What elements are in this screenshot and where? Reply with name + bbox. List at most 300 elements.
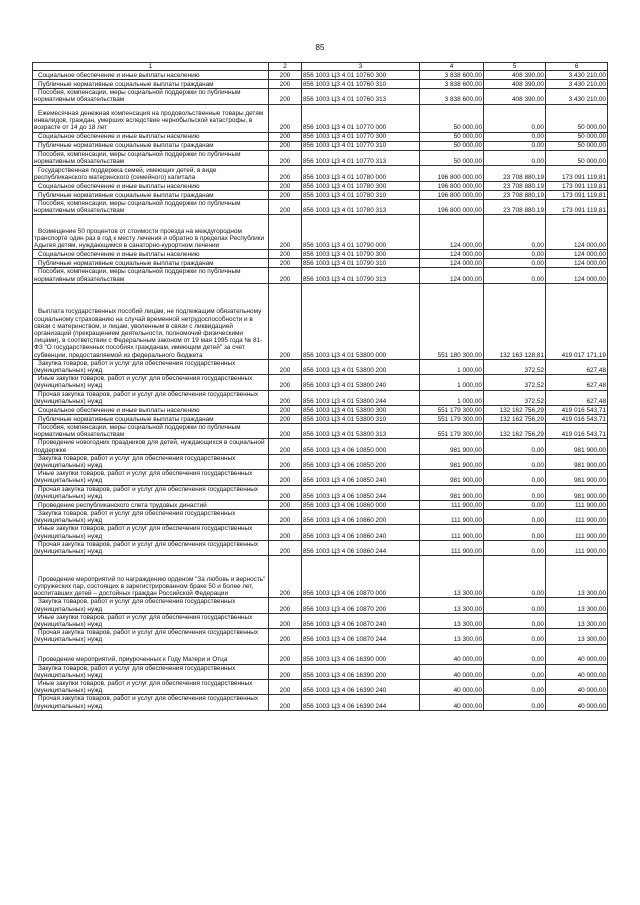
row-name-text: Проведение новогодних праздников для детей, нуждающихся в социальной поддержке xyxy=(34,439,265,454)
row-name xyxy=(33,191,269,200)
row-col5-value: 132 162 756,29 xyxy=(484,415,546,424)
row-col6-value: 419 016 543,71 xyxy=(546,424,608,439)
row-name xyxy=(33,259,269,268)
row-col4-value: 3 838 600,00 xyxy=(420,71,484,80)
row-code: 200 xyxy=(269,104,302,132)
row-classification: 856 1003 ЦЗ 4 06 10860 240 xyxy=(302,525,420,540)
row-col6-value: 50 000,00 xyxy=(546,104,608,132)
table-row xyxy=(33,485,608,500)
row-code: 200 xyxy=(269,259,302,268)
row-col5-value: 132 162 756,29 xyxy=(484,406,546,415)
row-name-text: Социальное обеспечение и иные выплаты населению xyxy=(38,182,200,190)
row-col6-value: 50 000,00 xyxy=(546,132,608,141)
row-col4-value: 981 900,00 xyxy=(420,470,484,485)
table-row xyxy=(33,80,608,89)
row-col5-value: 372,52 xyxy=(484,375,546,390)
row-col4-value: 50 000,00 xyxy=(420,141,484,150)
table-row xyxy=(33,406,608,415)
row-name-text: Прочая закупка товаров, работ и услуг для обеспечения государственных (муниципальных) нужд xyxy=(34,390,259,405)
row-col5-value: 0,00 xyxy=(484,556,546,598)
row-name xyxy=(33,679,269,694)
row-name-text: Иные закупки товаров, работ и услуг для обеспечения государственных (муниципальных) нужд xyxy=(34,613,253,628)
row-name-text: Социальное обеспечение и иные выплаты населению xyxy=(38,133,200,141)
row-code: 200 xyxy=(269,200,302,215)
row-col5-value: 0,00 xyxy=(484,268,546,283)
row-name-text: Пособия, компенсации, меры социальной поддержки по публичным нормативным обязательствам xyxy=(34,150,241,165)
row-name xyxy=(33,215,269,250)
row-col5-value: 0,00 xyxy=(484,629,546,644)
table-row xyxy=(33,679,608,694)
row-col5-value: 0,00 xyxy=(484,259,546,268)
row-name xyxy=(33,556,269,598)
table-row xyxy=(33,104,608,132)
row-col6-value: 419 016 543,71 xyxy=(546,415,608,424)
row-name-text: Пособия, компенсации, меры социальной поддержки по публичным нормативным обязательствам xyxy=(34,89,241,104)
row-code: 200 xyxy=(269,250,302,259)
row-col4-value: 40 000,00 xyxy=(420,679,484,694)
row-name xyxy=(33,664,269,679)
row-col6-value: 13 300,00 xyxy=(546,629,608,644)
row-classification: 856 1003 ЦЗ 4 06 16390 000 xyxy=(302,644,420,664)
row-classification: 856 1003 ЦЗ 4 06 16390 200 xyxy=(302,664,420,679)
row-col5-value: 0,00 xyxy=(484,454,546,469)
row-code: 200 xyxy=(269,191,302,200)
row-classification: 856 1003 ЦЗ 4 01 10780 310 xyxy=(302,191,420,200)
row-col6-value: 981 900,00 xyxy=(546,454,608,469)
row-col6-value: 124 000,00 xyxy=(546,215,608,250)
row-col5-value: 372,52 xyxy=(484,359,546,374)
table-row xyxy=(33,132,608,141)
row-code: 200 xyxy=(269,166,302,182)
row-code: 200 xyxy=(269,268,302,283)
row-col6-value: 40 000,00 xyxy=(546,695,608,710)
row-classification: 856 1003 ЦЗ 4 01 53800 313 xyxy=(302,424,420,439)
row-name xyxy=(33,104,269,132)
row-col4-value: 1 000,00 xyxy=(420,390,484,405)
row-col6-value: 40 000,00 xyxy=(546,664,608,679)
row-classification: 856 1003 ЦЗ 4 01 10790 300 xyxy=(302,250,420,259)
row-col6-value: 50 000,00 xyxy=(546,150,608,165)
row-name-text: Прочая закупка товаров, работ и услуг для обеспечения государственных (муниципальных) нужд xyxy=(34,629,259,644)
row-name xyxy=(33,629,269,644)
row-col4-value: 124 000,00 xyxy=(420,250,484,259)
row-name-text: Прочая закупка товаров, работ и услуг для обеспечения государственных (муниципальных) нужд xyxy=(34,485,259,500)
table-body xyxy=(33,71,608,711)
table-row xyxy=(33,470,608,485)
row-col6-value: 13 300,00 xyxy=(546,556,608,598)
table-row xyxy=(33,525,608,540)
row-col4-value: 40 000,00 xyxy=(420,644,484,664)
table-row xyxy=(33,454,608,469)
table-row xyxy=(33,359,608,374)
row-name-text: Публичные нормативные социальные выплаты гражданам xyxy=(38,81,214,88)
table-row xyxy=(33,182,608,191)
row-col6-value: 173 091 119,81 xyxy=(546,182,608,191)
row-col4-value: 13 300,00 xyxy=(420,598,484,613)
row-col4-value: 196 800 000,00 xyxy=(420,191,484,200)
row-code: 200 xyxy=(269,415,302,424)
row-code: 200 xyxy=(269,150,302,165)
row-name xyxy=(33,375,269,390)
row-col4-value: 111 900,00 xyxy=(420,540,484,555)
table-row xyxy=(33,510,608,525)
row-col5-value: 0,00 xyxy=(484,132,546,141)
row-code: 200 xyxy=(269,470,302,485)
row-col5-value: 0,00 xyxy=(484,501,546,510)
table-row xyxy=(33,644,608,664)
row-col4-value: 551 179 300,00 xyxy=(420,424,484,439)
row-col5-value: 0,00 xyxy=(484,679,546,694)
row-code: 200 xyxy=(269,525,302,540)
row-code: 200 xyxy=(269,132,302,141)
row-classification: 856 1003 ЦЗ 4 01 10780 000 xyxy=(302,166,420,182)
row-code: 200 xyxy=(269,390,302,405)
column-header: 3 xyxy=(302,63,420,71)
row-code: 200 xyxy=(269,695,302,710)
table-row xyxy=(33,250,608,259)
row-col5-value: 372,52 xyxy=(484,390,546,405)
table-row xyxy=(33,375,608,390)
row-col6-value: 13 300,00 xyxy=(546,598,608,613)
row-col4-value: 196 800 000,00 xyxy=(420,182,484,191)
row-name xyxy=(33,470,269,485)
row-col5-value: 408 390,00 xyxy=(484,89,546,104)
row-col6-value: 124 000,00 xyxy=(546,268,608,283)
row-classification: 856 1003 ЦЗ 4 01 53800 310 xyxy=(302,415,420,424)
row-name xyxy=(33,268,269,283)
table-row xyxy=(33,141,608,150)
row-name xyxy=(33,485,269,500)
row-name xyxy=(33,540,269,555)
row-name xyxy=(33,644,269,664)
row-classification: 856 1003 ЦЗ 4 01 10780 313 xyxy=(302,200,420,215)
row-name-text: Выплата государственных пособий лицам, не подлежащим обязательному социальному страхованию на случай временной нетрудоспособности и в связи с материнством, и лицам, уволенным в связи с ликвидацией организаций (прекращением деятельности, полномочий физическими лицами), в соответствии с Федеральным законом от 19 мая 1995 года № 81-ФЗ "О государственных пособиях гражданам, имеющим детей" за счет субвенции, предоставляемой из федерального бюджета xyxy=(34,308,263,359)
row-col4-value: 50 000,00 xyxy=(420,104,484,132)
row-name xyxy=(33,501,269,510)
row-classification: 856 1003 ЦЗ 4 01 10790 313 xyxy=(302,268,420,283)
table-row xyxy=(33,424,608,439)
row-col6-value: 173 091 119,81 xyxy=(546,166,608,182)
table-row xyxy=(33,540,608,555)
row-name-text: Публичные нормативные социальные выплаты гражданам xyxy=(38,142,214,150)
header-row xyxy=(33,63,608,71)
row-classification: 856 1003 ЦЗ 4 06 16390 240 xyxy=(302,679,420,694)
column-header: 2 xyxy=(269,63,302,71)
row-name xyxy=(33,250,269,259)
row-col5-value: 0,00 xyxy=(484,485,546,500)
row-name-text: Публичные нормативные социальные выплаты гражданам xyxy=(38,191,214,199)
row-col5-value: 23 708 880,19 xyxy=(484,166,546,182)
row-code: 200 xyxy=(269,613,302,628)
row-col4-value: 50 000,00 xyxy=(420,132,484,141)
row-code: 200 xyxy=(269,359,302,374)
row-code: 200 xyxy=(269,598,302,613)
row-col6-value: 419 016 543,71 xyxy=(546,406,608,415)
row-col4-value: 551 179 300,00 xyxy=(420,415,484,424)
row-code: 200 xyxy=(269,406,302,415)
row-name xyxy=(33,598,269,613)
row-classification: 856 1003 ЦЗ 4 01 10770 300 xyxy=(302,132,420,141)
row-code: 200 xyxy=(269,439,302,454)
row-col4-value: 13 300,00 xyxy=(420,629,484,644)
row-classification: 856 1003 ЦЗ 4 01 10770 000 xyxy=(302,104,420,132)
row-code: 200 xyxy=(269,629,302,644)
row-col5-value: 23 708 880,19 xyxy=(484,191,546,200)
row-classification: 856 1003 ЦЗ 4 01 10770 313 xyxy=(302,150,420,165)
row-name xyxy=(33,415,269,424)
row-col4-value: 1 000,00 xyxy=(420,359,484,374)
row-name-text: Иные закупки товаров, работ и услуг для обеспечения государственных (муниципальных) нужд xyxy=(34,375,253,390)
row-col6-value: 111 900,00 xyxy=(546,501,608,510)
row-classification: 856 1003 ЦЗ 4 01 53800 244 xyxy=(302,390,420,405)
row-classification: 856 1003 ЦЗ 4 01 10760 310 xyxy=(302,80,420,89)
table-row xyxy=(33,215,608,250)
row-name-text: Прочая закупка товаров, работ и услуг для обеспечения государственных (муниципальных) нужд xyxy=(34,695,259,710)
table-row xyxy=(33,598,608,613)
row-classification: 856 1003 ЦЗ 4 06 10850 000 xyxy=(302,439,420,454)
row-code: 200 xyxy=(269,540,302,555)
row-col5-value: 0,00 xyxy=(484,141,546,150)
row-code: 200 xyxy=(269,80,302,89)
row-col5-value: 0,00 xyxy=(484,439,546,454)
row-col4-value: 3 838 600,00 xyxy=(420,89,484,104)
row-code: 200 xyxy=(269,71,302,80)
table-row xyxy=(33,629,608,644)
row-name xyxy=(33,439,269,454)
row-classification: 856 1003 ЦЗ 4 01 10760 313 xyxy=(302,89,420,104)
row-name-text: Проведение мероприятий, приуроченных к Году Матери и Отца xyxy=(38,656,228,664)
row-name xyxy=(33,613,269,628)
row-col4-value: 124 000,00 xyxy=(420,259,484,268)
row-col4-value: 3 838 600,00 xyxy=(420,80,484,89)
row-col6-value: 40 000,00 xyxy=(546,644,608,664)
row-col6-value: 3 430 210,00 xyxy=(546,71,608,80)
row-code: 200 xyxy=(269,141,302,150)
row-name-text: Закупка товаров, работ и услуг для обеспечения государственных (муниципальных) нужд xyxy=(34,454,236,470)
row-code: 200 xyxy=(269,501,302,510)
row-name xyxy=(33,454,269,469)
row-col4-value: 40 000,00 xyxy=(420,695,484,710)
row-col4-value: 551 180 300,00 xyxy=(420,283,484,359)
row-name xyxy=(33,424,269,439)
row-code: 200 xyxy=(269,89,302,104)
row-col4-value: 111 900,00 xyxy=(420,501,484,510)
row-col6-value: 173 091 119,81 xyxy=(546,200,608,215)
row-col6-value: 40 000,00 xyxy=(546,679,608,694)
row-code: 200 xyxy=(269,679,302,694)
table-row xyxy=(33,556,608,598)
row-classification: 856 1003 ЦЗ 4 06 10860 000 xyxy=(302,501,420,510)
row-code: 200 xyxy=(269,283,302,359)
row-classification: 856 1003 ЦЗ 4 01 53800 200 xyxy=(302,359,420,374)
table-row xyxy=(33,191,608,200)
row-name-text: Закупка товаров, работ и услуг для обеспечения государственных (муниципальных) нужд xyxy=(34,510,236,525)
table-row xyxy=(33,200,608,215)
row-classification: 856 1003 ЦЗ 4 01 53800 240 xyxy=(302,375,420,390)
row-col5-value: 23 708 880,19 xyxy=(484,182,546,191)
row-name-text: Закупка товаров, работ и услуг для обеспечения государственных (муниципальных) нужд xyxy=(34,359,236,375)
row-col5-value: 0,00 xyxy=(484,104,546,132)
row-col4-value: 40 000,00 xyxy=(420,664,484,679)
row-col6-value: 419 017 171,19 xyxy=(546,283,608,359)
row-col4-value: 981 900,00 xyxy=(420,439,484,454)
row-col4-value: 124 000,00 xyxy=(420,215,484,250)
table-row xyxy=(33,259,608,268)
row-name-text: Закупка товаров, работ и услуг для обеспечения государственных (муниципальных) нужд xyxy=(34,664,236,679)
row-col4-value: 196 800 000,00 xyxy=(420,200,484,215)
row-col5-value: 23 708 880,19 xyxy=(484,200,546,215)
row-code: 200 xyxy=(269,644,302,664)
row-col6-value: 111 900,00 xyxy=(546,510,608,525)
row-classification: 856 1003 ЦЗ 4 06 10850 240 xyxy=(302,470,420,485)
row-name-text: Иные закупки товаров, работ и услуг для обеспечения государственных (муниципальных) нужд xyxy=(34,470,253,485)
row-col6-value: 111 900,00 xyxy=(546,540,608,555)
row-classification: 856 1003 ЦЗ 4 01 53800 000 xyxy=(302,283,420,359)
row-code: 200 xyxy=(269,454,302,469)
table-row xyxy=(33,390,608,405)
row-col4-value: 111 900,00 xyxy=(420,525,484,540)
row-col4-value: 13 300,00 xyxy=(420,613,484,628)
column-header: 4 xyxy=(420,63,484,71)
row-col6-value: 173 091 119,81 xyxy=(546,191,608,200)
row-col5-value: 0,00 xyxy=(484,215,546,250)
row-name-text: Прочая закупка товаров, работ и услуг для обеспечения государственных (муниципальных) нужд xyxy=(34,540,259,556)
row-name xyxy=(33,510,269,525)
row-col5-value: 132 163 128,81 xyxy=(484,283,546,359)
column-header: 6 xyxy=(546,63,608,71)
column-header: 5 xyxy=(484,63,546,71)
row-col5-value: 0,00 xyxy=(484,150,546,165)
row-code: 200 xyxy=(269,556,302,598)
row-name xyxy=(33,525,269,540)
row-col5-value: 0,00 xyxy=(484,695,546,710)
row-classification: 856 1003 ЦЗ 4 01 10790 310 xyxy=(302,259,420,268)
row-name xyxy=(33,182,269,191)
row-name-text: Проведение мероприятий по награждению орденом "За любовь и верность" супружеских пар, состоящих в зарегистрированном браке 50 и более лет, воспитавших детей – достойных граждан Российской Федерации xyxy=(34,575,266,598)
row-code: 200 xyxy=(269,182,302,191)
row-name xyxy=(33,71,269,80)
row-col6-value: 50 000,00 xyxy=(546,141,608,150)
row-name xyxy=(33,141,269,150)
row-name-text: Возмещение 50 процентов от стоимости проезда на междугородном транспорте один раз в год к месту лечения и обратно в пределах Республики Адыгея детям, нуждающимся в санаторно-курортном лечении xyxy=(34,227,265,250)
row-code: 200 xyxy=(269,424,302,439)
row-name xyxy=(33,390,269,405)
row-col6-value: 111 900,00 xyxy=(546,525,608,540)
row-name xyxy=(33,695,269,710)
row-name-text: Закупка товаров, работ и услуг для обеспечения государственных (муниципальных) нужд xyxy=(34,598,236,613)
row-name-text: Социальное обеспечение и иные выплаты населению xyxy=(38,72,200,79)
row-name-text: Публичные нормативные социальные выплаты гражданам xyxy=(38,415,214,423)
row-col6-value: 981 900,00 xyxy=(546,485,608,500)
row-name-text: Пособия, компенсации, меры социальной поддержки по публичным нормативным обязательствам xyxy=(34,268,241,283)
row-col5-value: 0,00 xyxy=(484,613,546,628)
table-row xyxy=(33,150,608,165)
row-code: 200 xyxy=(269,375,302,390)
row-classification: 856 1003 ЦЗ 4 06 10850 200 xyxy=(302,454,420,469)
row-name-text: Социальное обеспечение и иные выплаты населению xyxy=(38,251,200,259)
row-col6-value: 627,48 xyxy=(546,375,608,390)
row-col5-value: 0,00 xyxy=(484,598,546,613)
row-col4-value: 981 900,00 xyxy=(420,485,484,500)
row-col5-value: 0,00 xyxy=(484,664,546,679)
row-name-text: Пособия, компенсации, меры социальной поддержки по публичным нормативным обязательствам xyxy=(34,200,241,215)
row-col6-value: 124 000,00 xyxy=(546,250,608,259)
page-number: 85 xyxy=(315,43,325,52)
row-col4-value: 196 800 000,00 xyxy=(420,166,484,182)
row-name-text: Ежемесячная денежная компенсация на продовольственные товары детям инвалидов, граждан, умерших вследствие чернобыльской катастрофы, в возрасте от 14 до 18 лет xyxy=(34,110,264,132)
row-classification: 856 1003 ЦЗ 4 01 10780 300 xyxy=(302,182,420,191)
row-name-text: Социальное обеспечение и иные выплаты населению xyxy=(38,406,200,414)
row-name-text: Публичные нормативные социальные выплаты гражданам xyxy=(38,260,214,268)
row-name xyxy=(33,80,269,89)
row-col6-value: 3 430 210,00 xyxy=(546,80,608,89)
table-row xyxy=(33,695,608,710)
row-name-text: Иные закупки товаров, работ и услуг для обеспечения государственных (муниципальных) нужд xyxy=(34,679,253,695)
table-row xyxy=(33,283,608,359)
table-row xyxy=(33,501,608,510)
row-col6-value: 3 430 210,00 xyxy=(546,89,608,104)
row-classification: 856 1003 ЦЗ 4 06 10870 200 xyxy=(302,598,420,613)
row-col5-value: 0,00 xyxy=(484,540,546,555)
budget-table xyxy=(32,62,608,711)
row-name xyxy=(33,200,269,215)
row-name xyxy=(33,132,269,141)
row-col5-value: 0,00 xyxy=(484,510,546,525)
row-col5-value: 0,00 xyxy=(484,250,546,259)
table-row xyxy=(33,268,608,283)
row-code: 200 xyxy=(269,485,302,500)
row-classification: 856 1003 ЦЗ 4 01 10790 000 xyxy=(302,215,420,250)
row-col6-value: 627,48 xyxy=(546,390,608,405)
row-name-text: Иные закупки товаров, работ и услуг для обеспечения государственных (муниципальных) нужд xyxy=(34,525,253,540)
row-classification: 856 1003 ЦЗ 4 01 10760 300 xyxy=(302,71,420,80)
row-name xyxy=(33,406,269,415)
row-code: 200 xyxy=(269,664,302,679)
row-col4-value: 13 300,00 xyxy=(420,556,484,598)
row-col4-value: 551 179 300,00 xyxy=(420,406,484,415)
table-row xyxy=(33,664,608,679)
row-name xyxy=(33,89,269,104)
row-name-text: Государственная поддержка семей, имеющих детей, в виде республиканского материнского (семейного) капитала xyxy=(34,166,217,181)
row-col5-value: 408 390,00 xyxy=(484,80,546,89)
row-col6-value: 124 000,00 xyxy=(546,259,608,268)
row-col4-value: 111 900,00 xyxy=(420,510,484,525)
row-col5-value: 408 390,00 xyxy=(484,71,546,80)
row-name xyxy=(33,283,269,359)
row-col6-value: 13 300,00 xyxy=(546,613,608,628)
row-col5-value: 0,00 xyxy=(484,644,546,664)
row-col5-value: 0,00 xyxy=(484,525,546,540)
row-col4-value: 981 900,00 xyxy=(420,454,484,469)
row-classification: 856 1003 ЦЗ 4 01 53800 300 xyxy=(302,406,420,415)
row-col4-value: 124 000,00 xyxy=(420,268,484,283)
row-col4-value: 1 000,00 xyxy=(420,375,484,390)
table-row xyxy=(33,613,608,628)
row-name-text: Проведение республиканского слета трудовых династий xyxy=(38,501,207,509)
row-col4-value: 50 000,00 xyxy=(420,150,484,165)
row-classification: 856 1003 ЦЗ 4 06 16390 244 xyxy=(302,695,420,710)
row-col6-value: 981 900,00 xyxy=(546,439,608,454)
table-row xyxy=(33,439,608,454)
column-header: 1 xyxy=(33,63,269,71)
row-col6-value: 981 900,00 xyxy=(546,470,608,485)
row-col5-value: 0,00 xyxy=(484,470,546,485)
table-row xyxy=(33,415,608,424)
row-col5-value: 132 162 756,29 xyxy=(484,424,546,439)
row-classification: 856 1003 ЦЗ 4 06 10850 244 xyxy=(302,485,420,500)
row-code: 200 xyxy=(269,510,302,525)
row-name xyxy=(33,359,269,374)
